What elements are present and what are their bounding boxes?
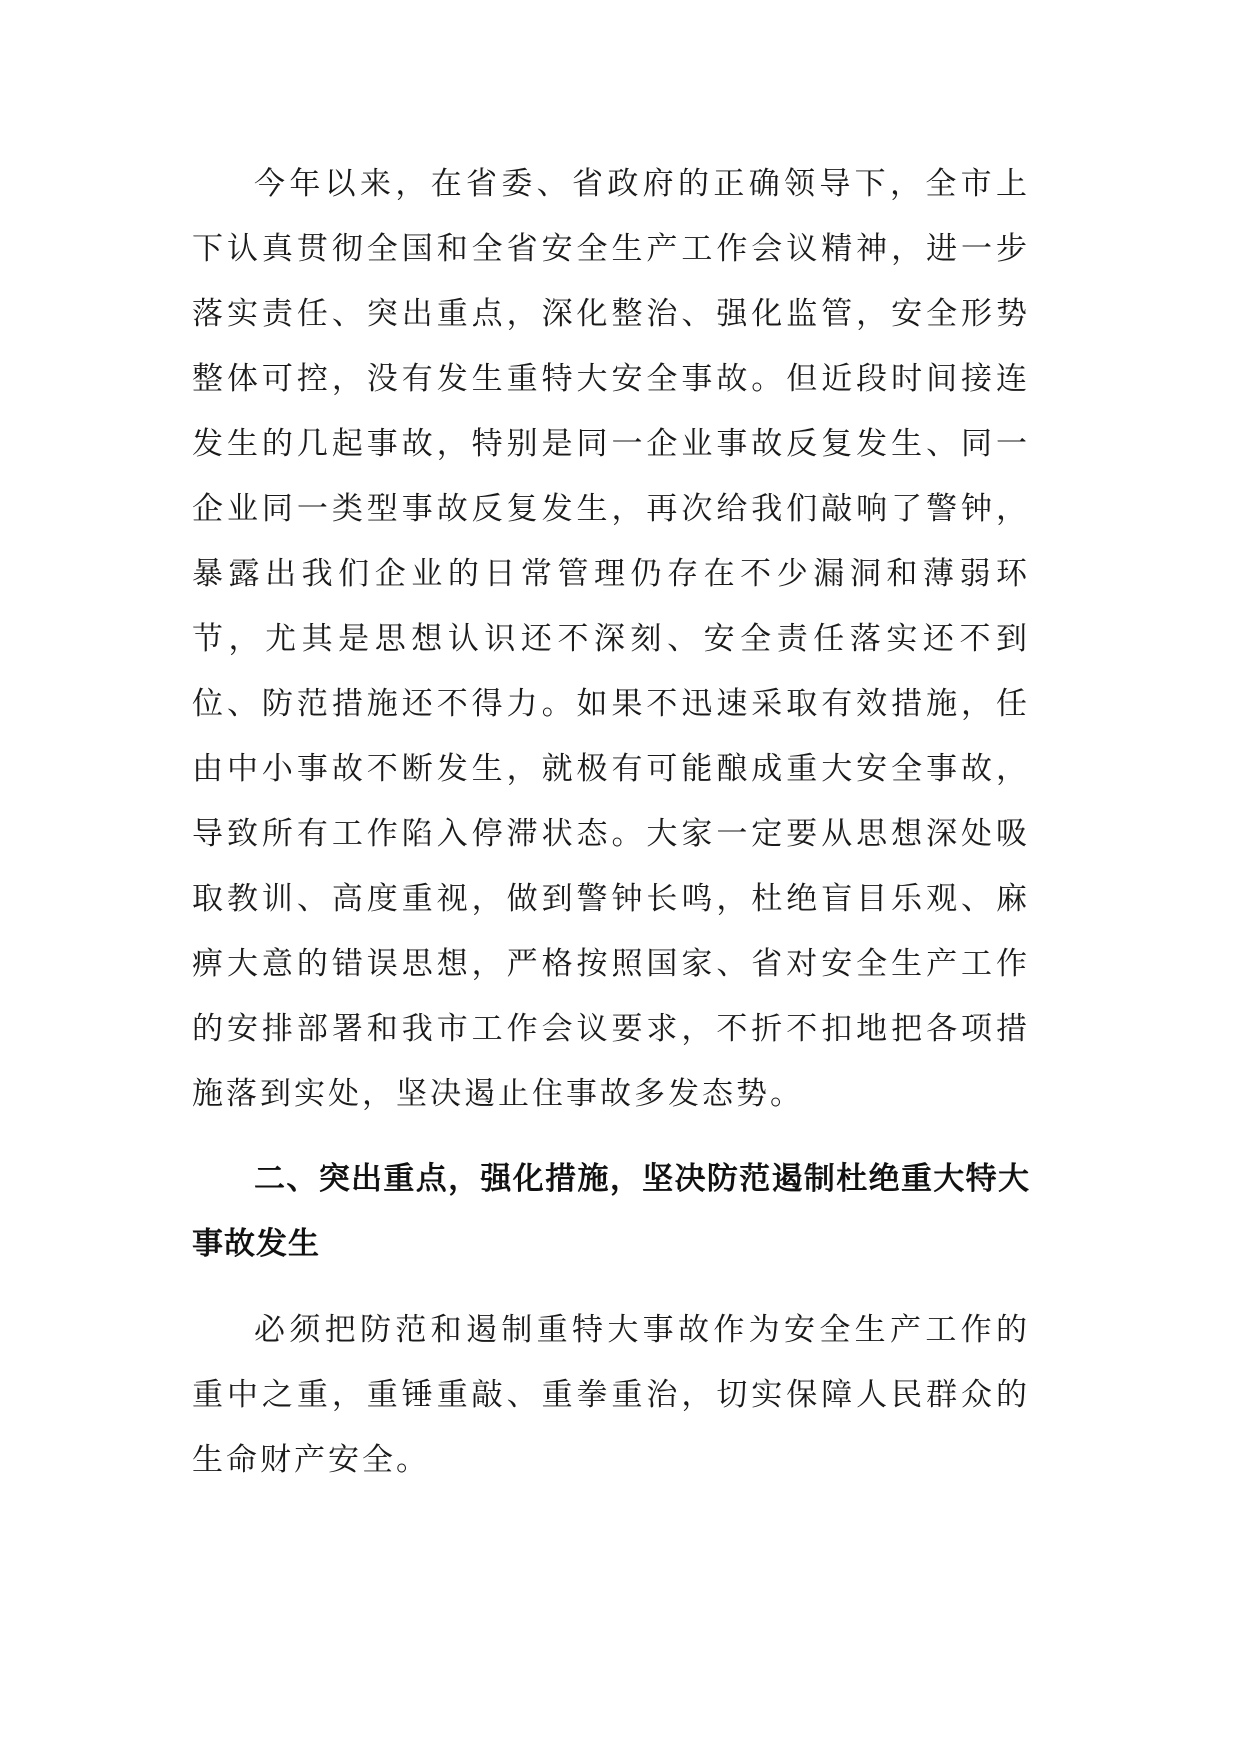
body-paragraph: 今年以来，在省委、省政府的正确领导下，全市上下认真贯彻全国和全省安全生产工作会议精神，进一步落实责任、突出重点，深化整治、强化监管，安全形势整体可控，没有发生重特大安全事故。但近段时间接连发生的几起事故，特别是同一企业事故反复发生、同一企业同一类型事故反复发生，再次给我们敲响了警钟，暴露出我们企业的日常管理仍存在不少漏洞和薄弱环节，尤其是思想认识还不深刻、安全责任落实还不到位、防范措施还不得力。如果不迅速采取有效措施，任由中小事故不断发生，就极有可能酿成重大安全事故，导致所有工作陷入停滞状态。大家一定要从思想深处吸取教训、高度重视，做到警钟长鸣，杜绝盲目乐观、麻痹大意的错误思想，严格按照国家、省对安全生产工作的安排部署和我市工作会议要求，不折不扣地把各项措施落到实处，坚决遏止住事故多发态势。 bbox=[192, 166, 1030, 1112]
section-heading: 二、突出重点，强化措施，坚决防范遏制杜绝重大特大事故发生 bbox=[192, 1161, 1030, 1262]
body-paragraph: 必须把防范和遏制重特大事故作为安全生产工作的重中之重，重锤重敲、重拳重治，切实保障人民群众的生命财产安全。 bbox=[192, 1312, 1030, 1478]
